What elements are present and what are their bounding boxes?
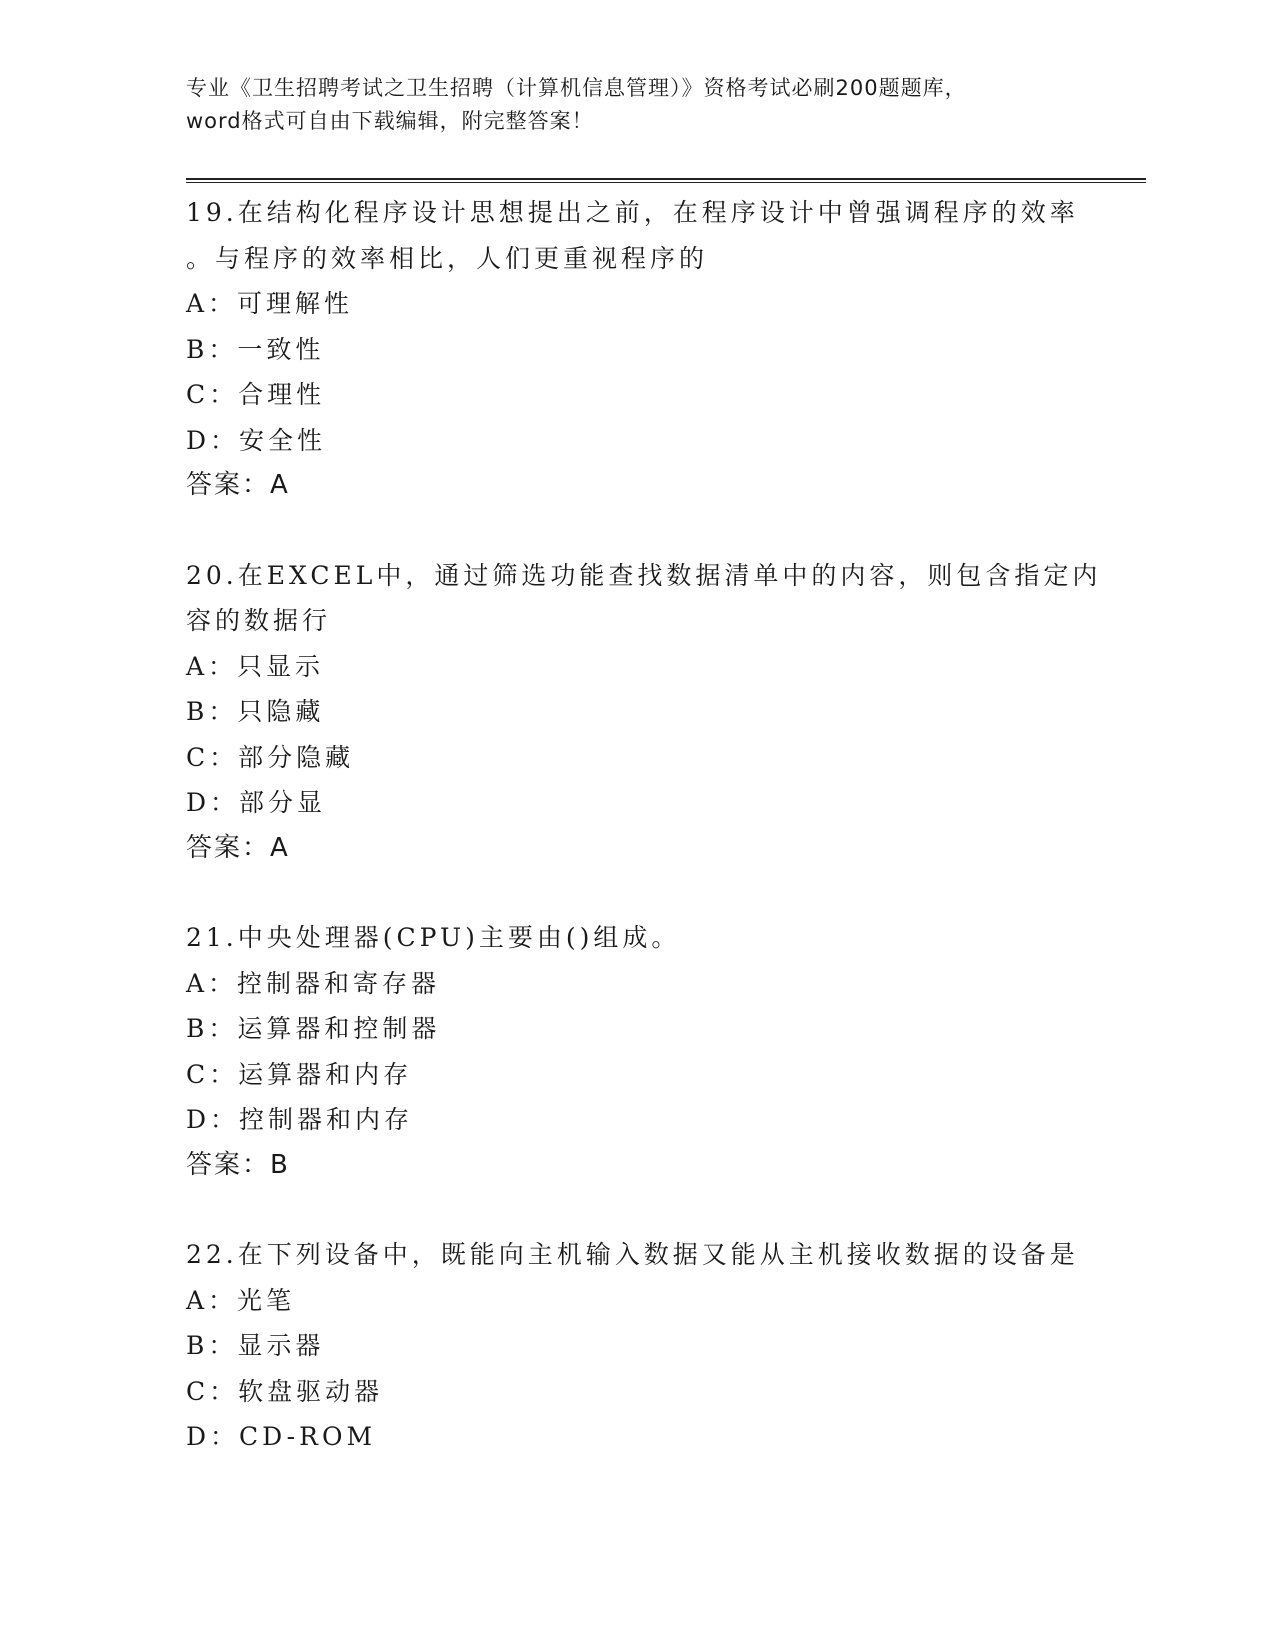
option-c: C：合理性 <box>186 380 326 409</box>
document-header <box>186 72 1086 138</box>
option-c: C：运算器和内存 <box>186 1059 413 1089</box>
question-19 <box>186 190 1086 509</box>
question-20 <box>186 553 1102 872</box>
question-stem: 22.在下列设备中，既能向主机输入数据又能从主机接收数据的设备是 <box>186 1240 1079 1269</box>
option-b: B：一致性 <box>186 334 325 364</box>
option-c: C：部分隐藏 <box>186 742 355 772</box>
option-d: D：CD-ROM <box>186 1422 377 1451</box>
header-divider-thin <box>186 182 1146 183</box>
header-line-2: word格式可自由下载编辑，附完整答案！ <box>186 109 594 133</box>
question-stem: 21.中央处理器(CPU)主要由()组成。 <box>186 923 681 952</box>
option-d: D：部分显 <box>186 788 327 817</box>
option-d: D：控制器和内存 <box>186 1105 414 1134</box>
header-line-1: 专业《卫生招聘考试之卫生招聘（计算机信息管理）》资格考试必刷200题题库， <box>186 76 967 100</box>
question-stem: 20.在EXCEL中，通过筛选功能查找数据清单中的内容，则包含指定内 <box>186 560 1102 590</box>
question-stem: 容的数据行 <box>186 606 332 635</box>
option-b: B：只隐藏 <box>186 697 325 726</box>
option-a: A：只显示 <box>186 651 325 681</box>
question-list <box>186 190 1102 1504</box>
option-b: B：显示器 <box>186 1331 325 1360</box>
option-b: B：运算器和控制器 <box>186 1014 441 1043</box>
answer-line: 答案：A <box>186 832 290 863</box>
header-divider-thick <box>186 178 1146 180</box>
question-stem: 。与程序的效率相比，人们更重视程序的 <box>186 243 709 273</box>
option-a: A：控制器和寄存器 <box>186 968 441 998</box>
question-22 <box>186 1232 1086 1460</box>
option-c: C：软盘驱动器 <box>186 1376 384 1406</box>
option-d: D：安全性 <box>186 425 327 455</box>
option-a: A：光笔 <box>186 1285 296 1315</box>
question-21 <box>186 915 1086 1188</box>
answer-line: 答案：B <box>186 1149 290 1180</box>
answer-line: 答案：A <box>186 470 290 500</box>
option-a: A：可理解性 <box>186 289 354 318</box>
question-stem: 19.在结构化程序设计思想提出之前，在程序设计中曾强调程序的效率 <box>186 198 1079 227</box>
